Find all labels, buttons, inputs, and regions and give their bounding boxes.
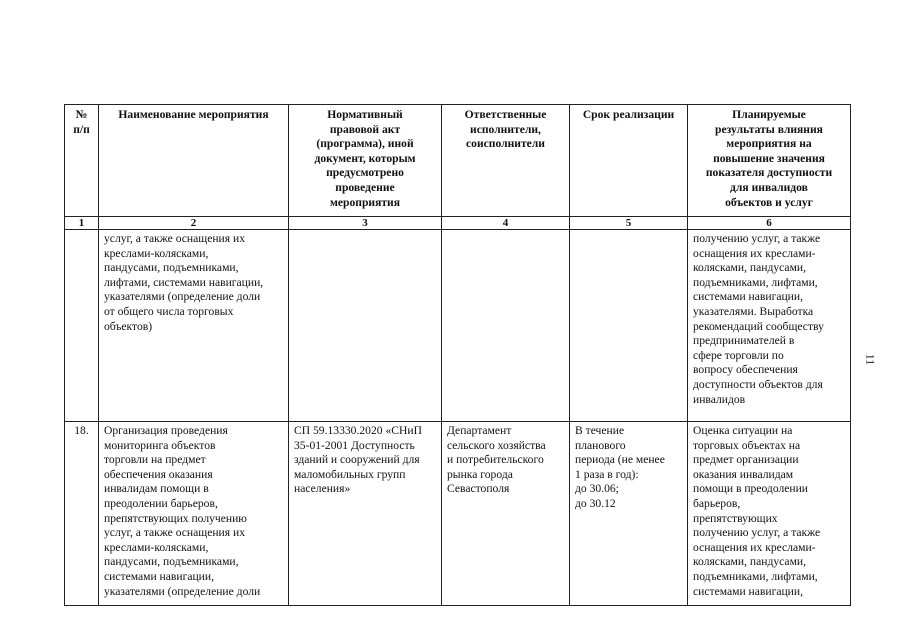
column-number: 2 — [99, 217, 289, 230]
continued-term-cell — [570, 230, 688, 422]
header-row — [65, 105, 851, 217]
text-line: подъемниками, лифтами, — [693, 569, 818, 583]
text-line: мониторинга объектов — [104, 438, 216, 452]
text-line: документ, которым — [314, 151, 416, 165]
text-line: оснащения их креслами- — [693, 246, 816, 260]
text-line: препятствующих получению — [104, 511, 247, 525]
text-line: получению услуг, а также — [693, 232, 821, 245]
text-line: креслами-колясками, — [104, 246, 209, 260]
text-line: системами навигации, — [693, 584, 803, 598]
text-line: 35-01-2001 Доступность — [294, 438, 415, 452]
text-line: Нормативный — [327, 108, 403, 121]
header-col-6 — [688, 105, 851, 217]
text-line: п/п — [73, 122, 90, 136]
text-line: вопросу обеспечения — [693, 363, 798, 377]
text-line: барьеров, — [693, 496, 741, 510]
text-line: исполнители, — [470, 122, 541, 136]
text-line: системами навигации, — [104, 569, 214, 583]
text-line: лифтами, системами навигации, — [104, 275, 264, 289]
text-line: СП 59.13330.2020 «СНиП — [294, 424, 422, 437]
text-line: системами навигации, — [693, 290, 803, 304]
text-line: указателями (определение доли — [104, 290, 261, 304]
page-number: 11 — [863, 353, 878, 366]
text-line: доступности объектов для — [693, 377, 823, 391]
row-18-result — [688, 422, 851, 606]
row-18-number: 18. — [65, 422, 99, 606]
table-row-continued — [65, 230, 851, 422]
measures-table — [64, 104, 851, 606]
text-line: указателями. Выработка — [693, 304, 814, 318]
text-line: пандусами, подъемниками, — [104, 555, 239, 569]
text-line: колясками, пандусами, — [693, 261, 807, 275]
text-line: планового — [575, 438, 626, 452]
row-18-act — [289, 422, 442, 606]
text-line: Организация проведения — [104, 424, 228, 437]
text-line: зданий и сооружений для — [294, 453, 420, 467]
text-line: проведение — [335, 180, 395, 194]
header-col-2 — [99, 105, 289, 217]
text-line: рекомендаций сообществу — [693, 319, 824, 333]
text-line: оснащения их креслами- — [693, 540, 816, 554]
text-line: торговых объектах на — [693, 438, 801, 452]
text-line: пандусами, подъемниками, — [104, 261, 239, 275]
text-line: правовой акт — [329, 122, 401, 136]
text-line: предпринимателей в — [693, 334, 795, 348]
text-line: рынка города — [447, 467, 513, 481]
column-number: 6 — [688, 217, 851, 230]
text-line: инвалидов — [693, 392, 746, 406]
text-line: соисполнители — [466, 137, 545, 151]
text-line: получению услуг, а также — [693, 526, 821, 540]
column-number: 5 — [570, 217, 688, 230]
text-line: результаты влияния — [715, 122, 823, 136]
text-line: 1 раза в год): — [575, 467, 639, 481]
text-line: преодолении барьеров, — [104, 496, 218, 510]
text-line: для инвалидов — [730, 180, 808, 194]
header-col-1 — [65, 105, 99, 217]
text-line: Срок реализации — [582, 108, 675, 121]
text-line: до 30.12 — [575, 496, 616, 510]
text-line: торговли на предмет — [104, 453, 206, 467]
header-col-5 — [570, 105, 688, 217]
continued-executor-cell — [442, 230, 570, 422]
text-line: от общего числа торговых — [104, 304, 234, 318]
row-18-term — [570, 422, 688, 606]
row-18-measure — [99, 422, 289, 606]
text-line: Планируемые — [732, 108, 806, 121]
text-line: показателя доступности — [705, 166, 833, 180]
text-line: повышение значения — [713, 151, 825, 165]
column-number-row — [65, 217, 851, 230]
text-line: оказания инвалидам — [693, 467, 794, 481]
text-line: мероприятия — [329, 195, 400, 209]
column-number: 3 — [289, 217, 442, 230]
text-line: и потребительского — [447, 453, 544, 467]
text-line: Департамент — [447, 424, 512, 437]
text-line: сельского хозяйства — [447, 438, 546, 452]
continued-num-cell — [65, 230, 99, 422]
header-col-4 — [442, 105, 570, 217]
column-number: 1 — [65, 217, 99, 230]
text-line: Наименование мероприятия — [118, 108, 269, 121]
text-line: услуг, а также оснащения их — [104, 526, 245, 540]
text-line: (программа), иной — [316, 137, 414, 151]
text-line: объектов и услуг — [725, 195, 813, 209]
text-line: Оценка ситуации на — [693, 424, 793, 437]
text-line: маломобильных групп — [294, 467, 406, 481]
text-line: сфере торговли по — [693, 348, 784, 362]
text-line: указателями (определение доли — [104, 584, 261, 598]
text-line: обеспечения оказания — [104, 467, 213, 481]
text-line: подъемниками, лифтами, — [693, 275, 818, 289]
text-line: № — [75, 108, 88, 121]
text-line: населения» — [294, 482, 351, 496]
text-line: креслами-колясками, — [104, 540, 209, 554]
text-line: Ответственные — [464, 108, 547, 121]
continued-result-cell — [688, 230, 851, 422]
text-line: предусмотрено — [326, 166, 404, 180]
text-line: инвалидам помощи в — [104, 482, 209, 496]
text-line: объектов) — [104, 319, 153, 333]
table-row-18 — [65, 422, 851, 606]
text-line: предмет организации — [693, 453, 799, 467]
text-line: колясками, пандусами, — [693, 555, 807, 569]
column-number: 4 — [442, 217, 570, 230]
text-line: В течение — [575, 424, 625, 437]
text-line: до 30.06; — [575, 482, 619, 496]
text-line: препятствующих — [693, 511, 778, 525]
header-col-3 — [289, 105, 442, 217]
text-line: мероприятия на — [726, 137, 812, 151]
continued-measure-cell — [99, 230, 289, 422]
text-line: периода (не менее — [575, 453, 665, 467]
text-line: услуг, а также оснащения их — [104, 232, 245, 245]
text-line: помощи в преодолении — [693, 482, 809, 496]
text-line: Севастополя — [447, 482, 510, 496]
row-18-executor — [442, 422, 570, 606]
continued-act-cell — [289, 230, 442, 422]
